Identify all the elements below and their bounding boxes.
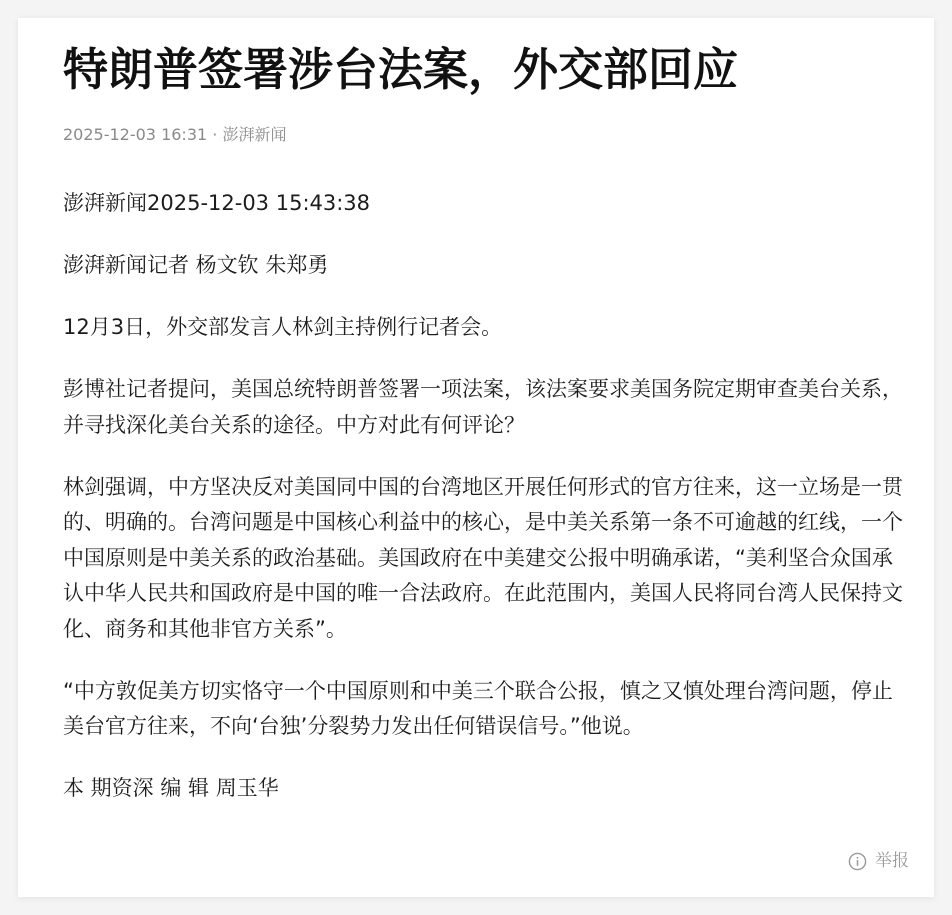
report-button[interactable] [848, 849, 909, 873]
article-paragraph: 澎湃新闻记者 杨文钦 朱郑勇 [63, 253, 329, 277]
article-paragraph: 12月3日，外交部发言人林剑主持例行记者会。 [63, 315, 503, 339]
article-editor: 本 期资深 编 辑 周玉华 [63, 776, 279, 800]
report-label: 举报 [875, 851, 909, 871]
article-paragraph: 彭博社记者提问，美国总统特朗普签署一项法案，该法案要求美国务院定期审查美台关系，并寻找深化美台关系的途径。中方对此有何评论？ [63, 377, 903, 437]
article-paragraph: 林剑强调，中方坚决反对美国同中国的台湾地区开展任何形式的官方往来，这一立场是一贯的、明确的。台湾问题是中国核心利益中的核心，是中美关系第一条不可逾越的红线，一个中国原则是中美关系的政治基础。美国政府在中美建交公报中明确承诺，“美利坚合众国承认中华人民共和国政府是中国的唯一合法政府。在此范围内，美国人民将同台湾人民保持文化、商务和其他非官方关系”。 [63, 474, 903, 641]
article-title: 特朗普签署涉台法案，外交部回应 [63, 43, 739, 96]
article-paragraph: “中方敦促美方切实恪守一个中国原则和中美三个联合公报，慎之又慎处理台湾问题，停止美台官方往来，不向‘台独’分裂势力发出任何错误信号。”他说。 [63, 678, 893, 738]
article-body [63, 186, 913, 833]
article-card [18, 18, 934, 897]
article-meta: 2025-12-03 16:31 · 澎湃新闻 [63, 125, 287, 144]
info-circle-icon [848, 852, 867, 871]
article-paragraph: 澎湃新闻2025-12-03 15:43:38 [63, 191, 371, 215]
